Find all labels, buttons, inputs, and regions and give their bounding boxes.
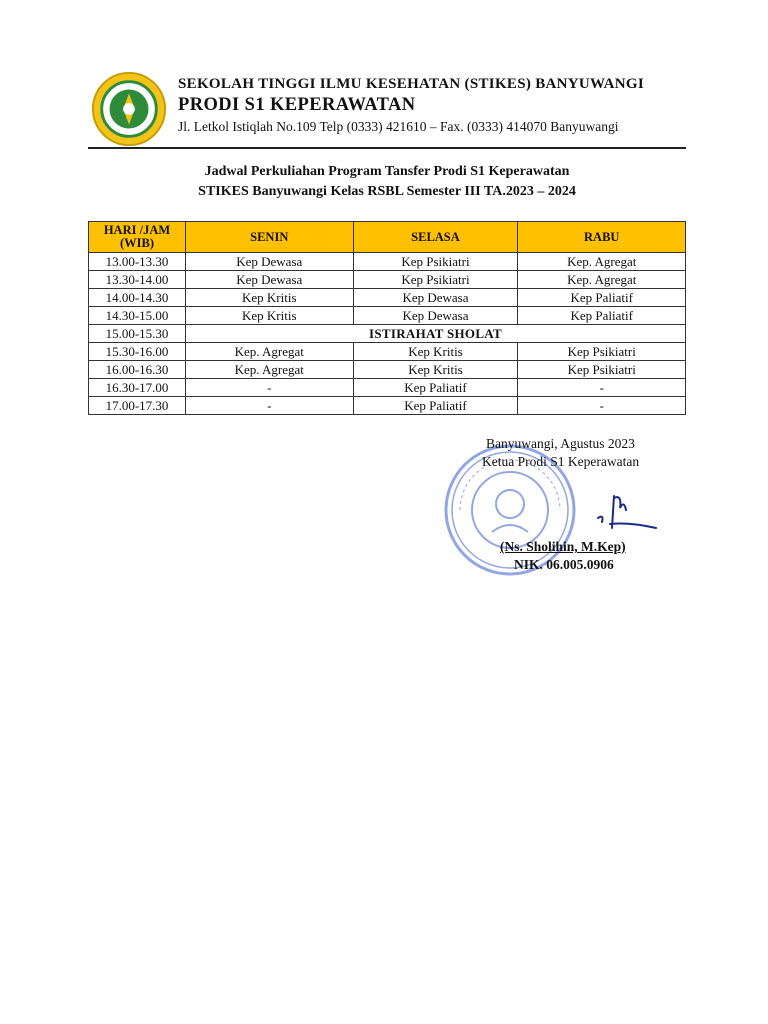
senin-cell: Kep Dewasa bbox=[186, 253, 354, 271]
senin-cell: Kep Kritis bbox=[186, 307, 354, 325]
rabu-cell: - bbox=[518, 397, 686, 415]
selasa-cell: Kep Psikiatri bbox=[353, 253, 518, 271]
document-title bbox=[88, 162, 686, 202]
header-senin: SENIN bbox=[186, 222, 354, 253]
table-row bbox=[89, 397, 686, 415]
signatory-nik: NIK. 06.005.0906 bbox=[514, 557, 614, 572]
letterhead bbox=[88, 66, 686, 152]
time-cell: 13.00-13.30 bbox=[89, 253, 186, 271]
rabu-cell: Kep Psikiatri bbox=[518, 343, 686, 361]
table-row-break bbox=[89, 325, 686, 343]
title-line-1: Jadwal Perkuliahan Program Tansfer Prodi S1 Keperawatan bbox=[204, 164, 570, 179]
selasa-cell: Kep Dewasa bbox=[353, 307, 518, 325]
table-row bbox=[89, 343, 686, 361]
signature-block bbox=[440, 436, 700, 586]
time-cell: 17.00-17.30 bbox=[89, 397, 186, 415]
table-row bbox=[89, 271, 686, 289]
schedule-table bbox=[88, 221, 686, 415]
senin-cell: Kep. Agregat bbox=[186, 361, 354, 379]
selasa-cell: Kep Paliatif bbox=[353, 397, 518, 415]
rabu-cell: Kep Paliatif bbox=[518, 289, 686, 307]
table-row bbox=[89, 253, 686, 271]
title-line-2: STIKES Banyuwangi Kelas RSBL Semester III TA.2023 – 2024 bbox=[198, 184, 576, 199]
header-selasa: SELASA bbox=[353, 222, 518, 253]
stikes-logo-icon bbox=[90, 70, 168, 148]
selasa-cell: Kep Kritis bbox=[353, 361, 518, 379]
senin-cell: - bbox=[186, 379, 354, 397]
institution-address: Jl. Letkol Istiqlah No.109 Telp (0333) 421610 – Fax. (0333) 414070 Banyuwangi bbox=[178, 119, 619, 134]
selasa-cell: Kep Paliatif bbox=[353, 379, 518, 397]
rabu-cell: Kep Paliatif bbox=[518, 307, 686, 325]
table-header-row bbox=[89, 222, 686, 253]
time-cell: 14.30-15.00 bbox=[89, 307, 186, 325]
selasa-cell: Kep Psikiatri bbox=[353, 271, 518, 289]
signature-place-date: Banyuwangi, Agustus 2023 bbox=[486, 436, 635, 451]
time-cell: 13.30-14.00 bbox=[89, 271, 186, 289]
time-cell: 16.30-17.00 bbox=[89, 379, 186, 397]
time-cell: 16.00-16.30 bbox=[89, 361, 186, 379]
senin-cell: Kep. Agregat bbox=[186, 343, 354, 361]
table-row bbox=[89, 379, 686, 397]
break-cell: ISTIRAHAT SHOLAT bbox=[186, 325, 686, 343]
signature-role: Ketua Prodi S1 Keperawatan bbox=[482, 454, 640, 469]
selasa-cell: Kep Dewasa bbox=[353, 289, 518, 307]
institution-name: SEKOLAH TINGGI ILMU KESEHATAN (STIKES) BANYUWANGI bbox=[178, 76, 645, 92]
letterhead-divider bbox=[88, 147, 686, 149]
handwritten-signature-icon bbox=[590, 488, 660, 538]
senin-cell: - bbox=[186, 397, 354, 415]
senin-cell: Kep Kritis bbox=[186, 289, 354, 307]
table-row bbox=[89, 361, 686, 379]
rabu-cell: - bbox=[518, 379, 686, 397]
table-row bbox=[89, 289, 686, 307]
time-cell: 14.00-14.30 bbox=[89, 289, 186, 307]
header-rabu: RABU bbox=[518, 222, 686, 253]
senin-cell: Kep Dewasa bbox=[186, 271, 354, 289]
selasa-cell: Kep Kritis bbox=[353, 343, 518, 361]
program-name: PRODI S1 KEPERAWATAN bbox=[178, 95, 416, 115]
rabu-cell: Kep. Agregat bbox=[518, 271, 686, 289]
rabu-cell: Kep. Agregat bbox=[518, 253, 686, 271]
table-row bbox=[89, 307, 686, 325]
time-cell: 15.00-15.30 bbox=[89, 325, 186, 343]
header-time: HARI /JAM (WIB) bbox=[89, 222, 186, 253]
rabu-cell: Kep Psikiatri bbox=[518, 361, 686, 379]
signatory-name: (Ns. Sholihin, M.Kep) bbox=[500, 539, 626, 554]
time-cell: 15.30-16.00 bbox=[89, 343, 186, 361]
